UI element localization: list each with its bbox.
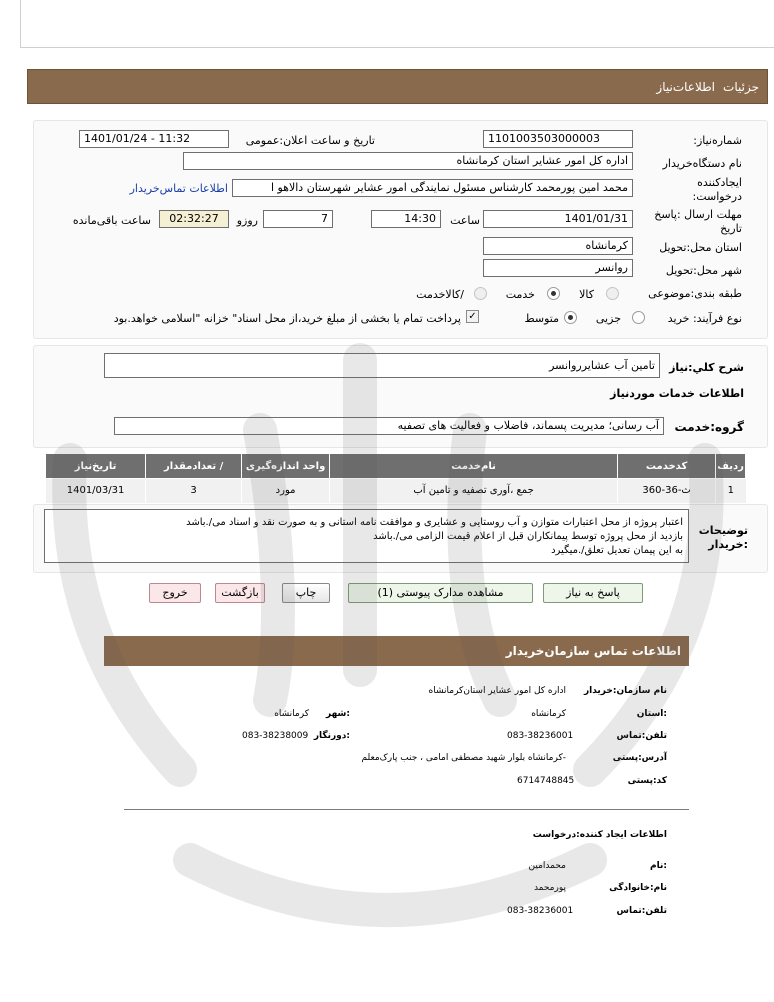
buyer-notes-box — [44, 509, 689, 563]
contact-phone-label: تلفن:تماس — [616, 731, 667, 741]
notes-line-1: اعتبار پروژه از محل اعتبارات متوازن و آب روستایی و عشایری و موافقت نامه استانی و به صورت نقد و اسناد می/.باشد — [186, 517, 683, 528]
notes-label-line2: :خریدار — [708, 538, 748, 551]
remaining-time-field: 02:32:27 — [159, 210, 229, 228]
category-service-label: خدمت — [505, 288, 535, 301]
services-title: اطلاعات خدمات موردنیاز — [610, 387, 744, 400]
service-group-field: آب رسانی؛ مدیریت پسماند، فاضلاب و فعالیت های تصفیه — [114, 417, 664, 435]
announce-datetime-field: 1401/01/24 - 11:32 — [79, 130, 229, 148]
deadline-label-line2: تاریخ — [720, 222, 742, 235]
deadline-time-label: ساعت — [450, 214, 480, 227]
col-header-qty: / تعدادمقدار — [146, 454, 242, 479]
attachments-button[interactable]: مشاهده مدارک پیوستی (1) — [348, 583, 533, 603]
items-table-wrap — [45, 453, 746, 503]
process-medium-label: متوسط — [524, 312, 559, 325]
treasury-payment-note: پرداخت تمام یا بخشی از مبلغ خرید،از محل اسناد" خزانه "اسلامی خواهد.بود — [113, 312, 461, 325]
announce-datetime-label: تاریخ و ساعت اعلان:عمومی — [245, 134, 375, 147]
category-goods-service-label: /کالاخدمت — [416, 288, 464, 301]
creator-phone-value: 083-38236001 — [507, 906, 574, 916]
buyer-org-field: اداره کل امور عشایر استان کرمانشاه — [183, 152, 633, 170]
contact-address-label: آدرس:پستی — [612, 753, 667, 763]
contact-org-label: نام سازمان:خریدار — [583, 686, 667, 696]
days-field: 7 — [263, 210, 333, 228]
cell-date: 1401/03/31 — [46, 479, 146, 503]
col-header-date: تاریخ‌نیاز — [46, 454, 146, 479]
cell-row: 1 — [716, 479, 746, 503]
frame-line-left — [20, 0, 21, 48]
notes-label-line1: توضیحات — [698, 524, 748, 537]
category-service-radio[interactable] — [547, 287, 560, 300]
city-label: شهر محل:تحویل — [665, 264, 742, 277]
page-header — [27, 69, 768, 104]
contact-province-label: :استان — [636, 709, 667, 719]
creator-name-label: :نام — [650, 861, 667, 871]
need-number-field: 1101003503000003 — [483, 130, 633, 148]
table-row — [46, 479, 746, 503]
notes-line-2: بازدید از محل پروژه توسط پیمانکاران قبل از اعلام قیمت الزامی می/.باشد — [373, 531, 683, 542]
buyer-contact-link[interactable]: اطلاعات تماس‌خریدار — [129, 182, 228, 195]
col-header-code: کدخدمت — [618, 454, 716, 479]
items-table — [45, 453, 746, 503]
creator-info-title: اطلاعات ایجاد کننده:درخواست — [532, 830, 667, 840]
contact-fax-value: 083-38238009 — [242, 731, 309, 741]
creator-family-value: پورمحمد — [533, 883, 566, 893]
city-field: روانسر — [483, 259, 633, 277]
cell-code: ث-36-360 — [618, 479, 716, 503]
need-number-label: شماره‌نیاز: — [693, 134, 742, 147]
creator-field: محمد امین پورمحمد کارشناس مسئول نمایندگی امور عشایر شهرستان دالاهو ا — [232, 179, 633, 197]
contact-fax-label: :دورنگار — [313, 731, 350, 741]
need-summary-field: تامین آب عشایرروانسر — [104, 353, 660, 378]
contact-city-value: کرمانشاه — [274, 709, 309, 719]
process-partial-label: جزیی — [595, 312, 621, 325]
province-field: کرمانشاه — [483, 237, 633, 255]
category-goods-label: کالا — [579, 288, 594, 301]
category-goods-radio[interactable] — [606, 287, 619, 300]
buyer-org-label: نام دستگاه‌خریدار — [662, 157, 742, 170]
creator-family-label: نام:خانوادگی — [609, 883, 667, 893]
contact-org-value: اداره کل امور عشایر استان‌کرمانشاه — [428, 686, 566, 696]
contact-province-value: کرمانشاه — [531, 709, 566, 719]
cell-qty: 3 — [146, 479, 242, 503]
province-label: استان محل:تحویل — [659, 241, 742, 254]
frame-line-top — [20, 47, 774, 48]
treasury-payment-checkbox[interactable]: ✓ — [466, 310, 479, 323]
contact-phone-value: 083-38236001 — [507, 731, 574, 741]
creator-phone-label: تلفن:تماس — [616, 906, 667, 916]
remaining-time-label: ساعت باقی‌مانده — [72, 214, 151, 227]
col-header-row: ردیف — [716, 454, 746, 479]
category-label: طبقه بندی:موضوعی — [648, 287, 742, 300]
creator-name-value: محمدامین — [528, 861, 566, 871]
section-divider — [124, 809, 689, 810]
print-button[interactable]: چاپ — [282, 583, 330, 603]
days-label: روزو — [236, 214, 258, 227]
need-summary-label: شرح کلي:نياز — [669, 361, 744, 374]
back-button[interactable]: بازگشت — [215, 583, 265, 603]
cell-name: جمع ،آوری تصفیه و تامین آب — [330, 479, 618, 503]
contact-header — [104, 636, 689, 666]
reply-button[interactable]: پاسخ به نیاز — [543, 583, 643, 603]
col-header-unit: واحد اندازه‌گیری — [242, 454, 330, 479]
tab-need-info[interactable]: اطلاعات‌نیاز — [656, 80, 715, 94]
process-medium-radio[interactable] — [564, 311, 577, 324]
service-group-label: گروه:خدمت — [674, 420, 744, 434]
exit-button[interactable]: خروج — [149, 583, 201, 603]
tab-details[interactable]: جزئیات — [723, 80, 759, 94]
deadline-date-field: 1401/01/31 — [483, 210, 633, 228]
category-goods-service-radio[interactable] — [474, 287, 487, 300]
process-partial-radio[interactable] — [632, 311, 645, 324]
notes-line-3: به این پیمان تعدیل تعلق/.میگیرد — [551, 545, 683, 556]
contact-header-title: اطلاعات تماس سازمان‌خریدار — [505, 644, 681, 658]
contact-postal-value: 6714748845 — [517, 776, 575, 786]
deadline-label-line1: مهلت ارسال :پاسخ — [654, 208, 742, 221]
contact-city-label: :شهر — [326, 709, 350, 719]
contact-address-value: -کرمانشاه بلوار شهید مصطفی امامی ، جنب پارک‌معلم — [361, 753, 566, 763]
creator-label-line2: درخواست: — [692, 190, 742, 203]
col-header-name: نام‌خدمت — [330, 454, 618, 479]
deadline-time-field: 14:30 — [371, 210, 441, 228]
process-type-label: نوع فرآیند: خرید — [667, 312, 742, 325]
creator-label-line1: ایجادکننده — [697, 176, 742, 189]
contact-postal-label: کد:پستی — [627, 776, 667, 786]
cell-unit: مورد — [242, 479, 330, 503]
